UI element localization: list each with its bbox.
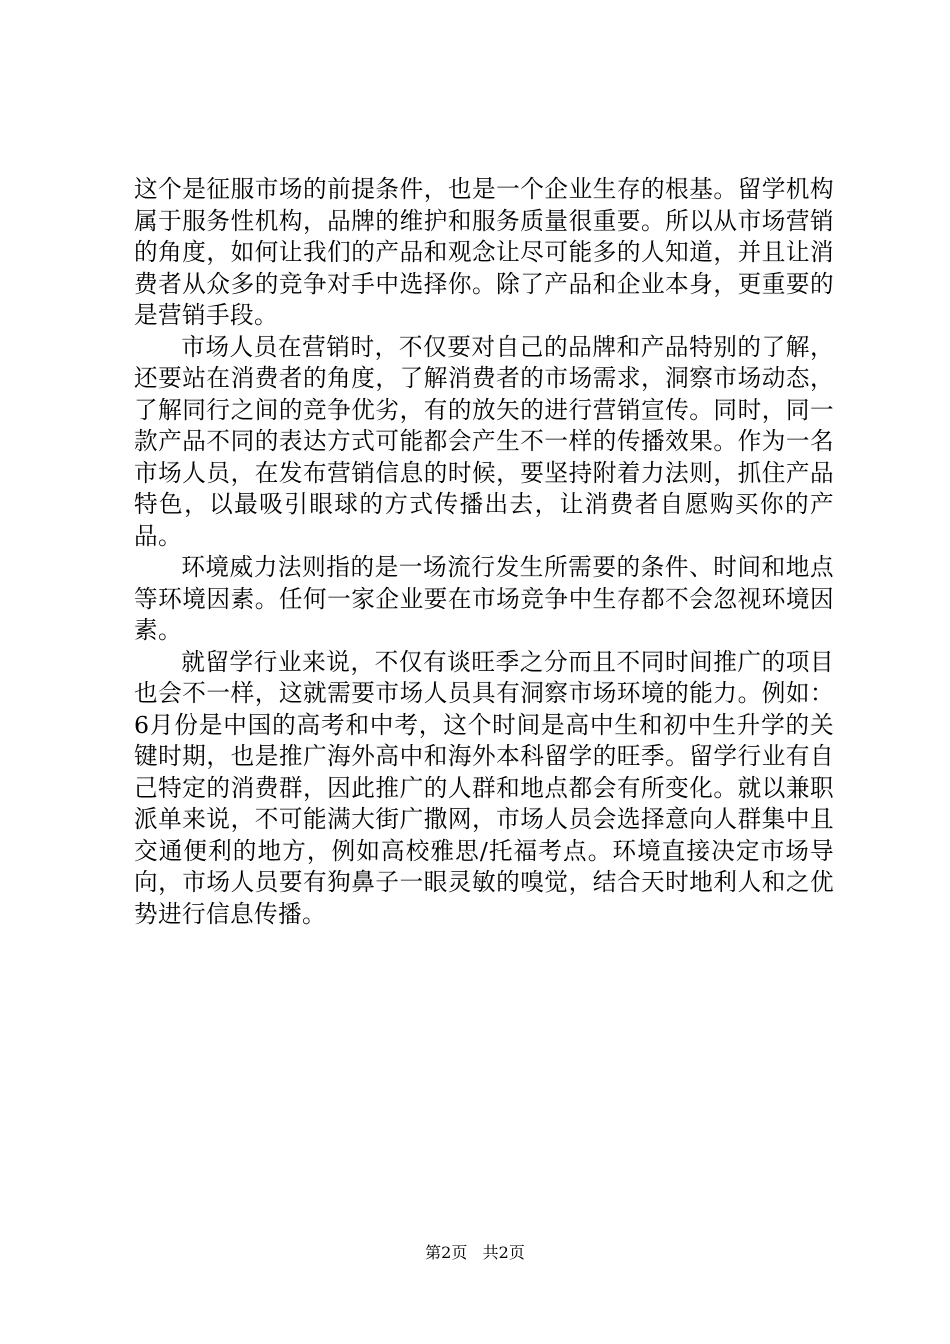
page-number: 第2页 bbox=[425, 1243, 468, 1262]
paragraph-1: 这个是征服市场的前提条件，也是一个企业生存的根基。留学机构属于服务性机构，品牌的维护和服务质量很重要。所以从市场营销的角度，如何让我们的产品和观念让尽可能多的人知道，并且让消费者从众多的竞争对手中选择你。除了产品和企业本身，更重要的是营销手段。 bbox=[134, 175, 834, 329]
footer-spacer bbox=[472, 1243, 477, 1262]
paragraph-4: 就留学行业来说，不仅有谈旺季之分而且不同时间推广的项目也会不一样，这就需要市场人员具有洞察市场环境的能力。例如：6月份是中国的高考和中考，这个时间是高中生和初中生升学的关键时期，也是推广海外高中和海外本科留学的旺季。留学行业有自己特定的消费群，因此推广的人群和地点都会有所变化。就以兼职派单来说，不可能满大街广撒网，市场人员会选择意向人群集中且交通便利的地方，例如高校雅思/托福考点。环境直接决定市场导向，市场人员要有狗鼻子一眼灵敏的嗅觉，结合天时地利人和之优势进行信息传播。 bbox=[134, 647, 834, 928]
paragraph-3: 环境威力法则指的是一场流行发生所需要的条件、时间和地点等环境因素。任何一家企业要在市场竞争中生存都不会忽视环境因素。 bbox=[134, 553, 834, 644]
paragraph-2: 市场人员在营销时，不仅要对自己的品牌和产品特别的了解，还要站在消费者的角度，了解消费者的市场需求，洞察市场动态，了解同行之间的竞争优劣，有的放矢的进行营销宣传。同时，同一款产品不同的表达方式可能都会产生不一样的传播效果。作为一名市场人员，在发布营销信息的时候，要坚持附着力法则，抓住产品特色，以最吸引眼球的方式传播出去，让消费者自愿购买你的产品。 bbox=[134, 332, 834, 550]
document-body bbox=[134, 174, 834, 930]
page-footer bbox=[0, 1243, 950, 1263]
page-total: 共2页 bbox=[482, 1243, 525, 1262]
